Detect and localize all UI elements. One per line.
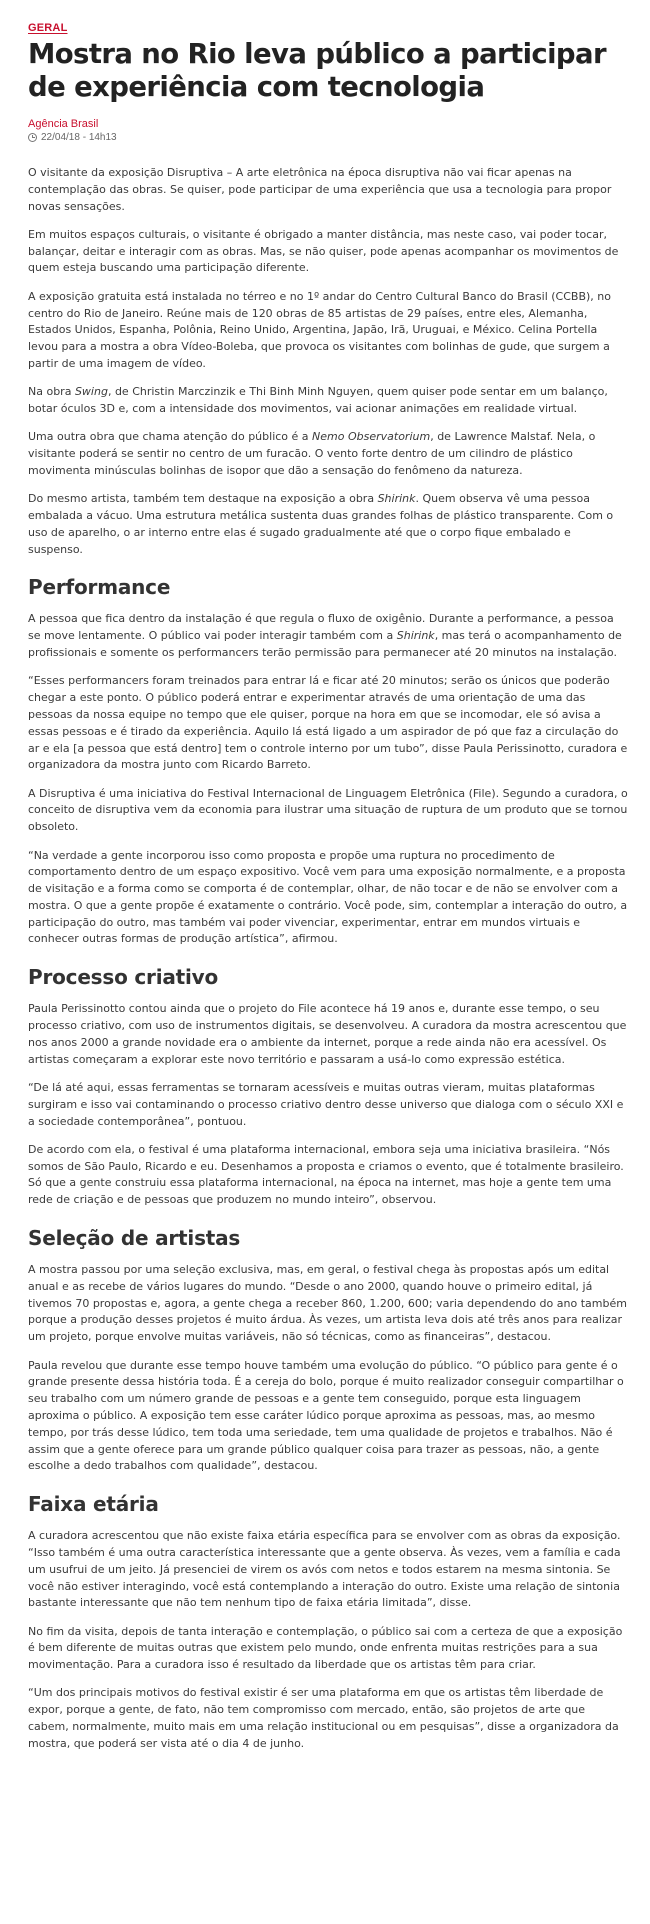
article-paragraph [28,289,628,373]
article-paragraph [28,1080,628,1130]
section-heading: Performance [28,575,171,600]
text-run: Em muitos espaços culturais, o visitante é obrigado a manter distância, mas neste caso, vai poder tocar, balançar, deitar e interagir com as obras. Mas, se não quiser, pode apenas acompanhar os movimentos de quem esteja buscando uma participação diferente. [28,227,619,275]
article-paragraph [28,786,628,836]
category-link[interactable]: GERAL [28,22,68,34]
text-run: “Esses performancers foram treinados para entrar lá e ficar até 20 minutos; serão os únicos que poderão chegar a este ponto. O público poderá entrar e experimentar através de uma orientação de uma das pessoas da nossa equipe no tempo que ele quiser, porque na hora em que se incomodar, ele só avisa a essas pessoas e é tirado da experiência. Aquilo lá está ligado a um aspirador de pó que faz a circulação do ar e ela [a pessoa que está dentro] tem o controle interno por um tubo”, disse Paula Perissinotto, curadora e organizadora da mostra junto com Ricardo Barreto. [28,674,628,772]
article-paragraph [28,227,628,277]
article-paragraph [28,429,628,479]
text-run: , de Lawrence Malstaf. Nela, o visitante poderá se sentir no centro de um furacão. O vento forte dentro de um cilindro de plástico movimenta minúsculas bolinhas de isopor que dão a sensação do fenômeno da natureza. [28,430,596,477]
text-run: . Quem observa vê uma pessoa embalada a vácuo. Uma estrutura metálica sustenta duas grandes folhas de plástico transparente. Com o uso de aparelho, o ar interno entre elas é sugado gradualmente até que o corpo fique embalado e suspenso. [28,492,614,556]
article-paragraph [28,384,628,418]
text-run: Uma outra obra que chama atenção do público é a [28,430,313,444]
article-paragraph [28,1528,628,1612]
article-paragraph [28,1624,628,1674]
text-run: A Disruptiva é uma iniciativa do Festival Internacional de Linguagem Eletrônica (File). Segundo a curadora, o conceito de disruptiva vem da economia para ilustrar uma situação de ruptura de um produto que se tornou obsoleto. [28,786,628,834]
text-run: A mostra passou por uma seleção exclusiva, mas, em geral, o festival chega às propostas após um edital anual e as recebe de vários lugares do mundo. “Desde o ano 2000, quando houve o primeiro edital, já tivemos 70 propostas e, agora, a gente chega a receber 860, 1.200, 600; varia dependendo do ano também porque a produção desses projetos é muito árdua. Às vezes, um artista leva dois até três anos para realizar um projeto, porque envolve muitas variáveis, não só técnicas, como as financeiras”, destacou. [28,1263,627,1344]
artwork-title: Shirink [377,492,416,506]
section-heading: Seleção de artistas [28,1226,241,1251]
section-heading: Faixa etária [28,1492,159,1517]
artwork-title: Nemo Observatorium [312,430,431,444]
text-run: “De lá até aqui, essas ferramentas se tornaram acessíveis e muitas outras vieram, muitas plataformas surgiram e isso vai contaminando o processo criativo dentro desse universo que dialoga com o século XXI e a sociedade contemporânea”, pontuou. [28,1080,624,1128]
article-paragraph [28,1685,628,1752]
artwork-title: Shirink [396,629,435,643]
text-run: Do mesmo artista, também tem destaque na exposição a obra [28,492,378,506]
text-run: “Um dos principais motivos do festival existir é ser uma plataforma em que os artistas têm liberdade de expor, porque a gente, de fato, não tem compromisso com mercado, então, são projetos de arte que cabem, normalmente, muito mais em uma relação institucional ou em pesquisas”, disse a organizadora da mostra, que poderá ser vista até o dia 4 de junho. [28,1686,619,1750]
article-paragraph [28,165,628,215]
article-paragraph [28,673,628,774]
text-run: , de Christin Marczinzik e Thi Binh Minh Nguyen, quem quiser pode sentar em um balanço, botar óculos 3D e, com a intensidade dos movimentos, vai acionar animações em realidade virtual. [28,385,608,416]
text-run: “Na verdade a gente incorporou isso como proposta e propõe uma ruptura no procedimento de comportamento dentro de um espaço expositivo. Você vem para uma exposição normalmente, e a proposta de visitação e a forma como se comporta é de contemplar, olhar, de não tocar e de não se envolver com a mostra. O que a gente propõe é exatamente o contrário. Você pode, sim, contemplar a interação do outro, a participação do outro, mas também vai poder vivenciar, experimentar, entrar em mundos virtuais e conhecer outras formas de produção artística”, afirmou. [28,848,628,946]
article-paragraph [28,1142,628,1209]
article-paragraph [28,1262,628,1346]
text-run: A curadora acrescentou que não existe faixa etária específica para se envolver com as obras da exposição. “Isso também é uma outra característica interessante que a gente observa. Às vezes, vem a família e cada um usufrui de um jeito. Já presenciei de virem os avós com netos e todos estarem na mesma sintonia. Se você não estiver interagindo, você está contemplando a interação do outro. Existe uma relação de sintonia bastante interessante que não tem nenhum tipo de faixa etária limitada”, disse. [28,1529,621,1610]
article-paragraph [28,848,628,949]
publish-date: 22/04/18 - 14h13 [41,132,117,143]
author-name[interactable]: Agência Brasil [28,118,99,130]
article-title: Mostra no Rio leva público a participar de experiência com tecnologia [28,38,606,103]
text-run: , mas terá o acompanhamento de profissionais e somente os performancers terão permissão para permanecer até 20 minutos na instalação. [28,629,622,660]
text-run: A exposição gratuita está instalada no térreo e no 1º andar do Centro Cultural Banco do Brasil (CCBB), no centro do Rio de Janeiro. Reúne mais de 120 obras de 85 artistas de 29 países, entre eles, Alemanha, Estados Unidos, Espanha, Polônia, Reino Unido, Argentina, Japão, Irã, Uruguai, e México. Celina Portella levou para a mostra a obra Vídeo-Boleba, que provoca os visitantes com bolinhas de gude, que surgem a partir de uma imagem de vídeo. [28,289,611,370]
artwork-title: Swing [74,385,108,399]
clock-icon [28,133,37,142]
article-body [28,165,628,1753]
article-paragraph [28,1358,628,1476]
text-run: Paula Perissinotto contou ainda que o projeto do File acontece há 19 anos e, durante esse tempo, o seu processo criativo, com uso de instrumentos digitais, se desenvolveu. A curadora da mostra acrescentou que nos anos 2000 a grande novidade era o ambiente da internet, porque a rede ainda não era acessível. Os artistas começaram a explorar este novo território e passaram a usá-lo como expressão estética. [28,1002,627,1066]
article-paragraph [28,611,628,661]
dateline [28,132,628,143]
article-paragraph [28,491,628,558]
text-run: No fim da visita, depois de tanta interação e contemplação, o público sai com a certeza de que a exposição é bem diferente de muitas outras que existem pelo mundo, onde enfrenta muitas restrições para a sua movimentação. Para a curadora isso é resultado da liberdade que os artistas têm para criar. [28,1624,623,1672]
section-heading: Processo criativo [28,965,219,990]
text-run: O visitante da exposição Disruptiva – A arte eletrônica na época disruptiva não vai ficar apenas na contemplação das obras. Se quiser, pode participar de uma experiência que usa a tecnologia para propor novas sensações. [28,166,612,213]
text-run: A pessoa que fica dentro da instalação é que regula o fluxo de oxigênio. Durante a performance, a pessoa se move lentamente. O público vai poder interagir também com a [28,612,614,643]
article-paragraph [28,1001,628,1068]
text-run: Paula revelou que durante esse tempo houve também uma evolução do público. “O público para gente é o grande presente dessa história toda. É a cereja do bolo, porque é muito realizador conseguir compartilhar o seu trabalho com um número grande de pessoas e a gente tem conseguido, porque esta linguagem aproxima o público. A exposição tem esse caráter lúdico porque aproxima as pessoas, mas, ao mesmo tempo, por trás desse lúdico, tem toda uma seriedade, tem uma qualidade de projetos e trabalhos. Não é assim que a gente oferece para um grande público qualquer coisa para trazer as pessoas, não, a gente escolhe a dedo trabalhos com qualidade”, destacou. [28,1358,624,1473]
text-run: Na obra [28,385,75,399]
text-run: De acordo com ela, o festival é uma plataforma internacional, embora seja uma iniciativa brasileira. “Nós somos de São Paulo, Ricardo e eu. Desenhamos a proposta e criamos o evento, que é totalmente brasileiro. Só que a gente construiu essa plataforma internacional, na época na internet, mas hoje a gente tem uma rede de criação e de pessoas que produzem no mundo inteiro”, observou. [28,1142,624,1207]
